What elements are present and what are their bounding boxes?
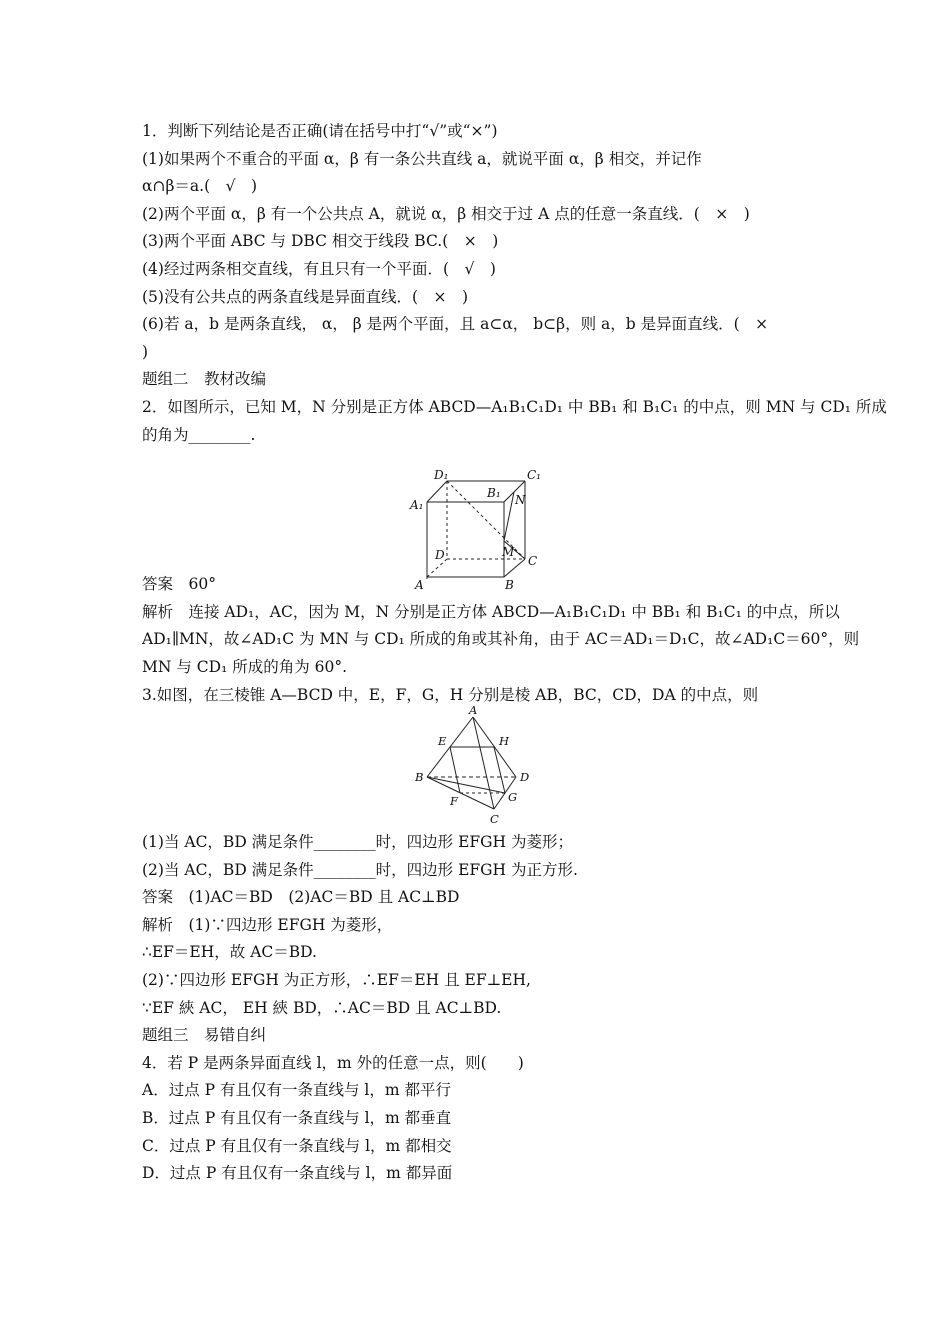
document-page [142,118,887,1188]
label-D: D [520,770,530,785]
q4-option-c: C．过点 P 有且仅有一条直线与 l，m 都相交 [142,1136,452,1155]
q4-option-a: A．过点 P 有且仅有一条直线与 l，m 都平行 [142,1081,451,1100]
q1-statement-2: (2)两个平面 α，β 有一个公共点 A，就说 α，β 相交于过 A 点的任意一条直线．( × ) [142,204,750,223]
q1-statement-1: (1)如果两个不重合的平面 α，β 有一条公共直线 a，就说平面 α，β 相交，并记作 [142,149,702,168]
q1-statement-4: (4)经过两条相交直线，有且只有一个平面．( √ ) [142,259,496,278]
q4-option-d: D．过点 P 有且仅有一条直线与 l，m 都异面 [142,1164,453,1183]
q1-statement-5: (5)没有公共点的两条直线是异面直线．( × ) [142,287,469,306]
q1-stem: 1．判断下列结论是否正确(请在括号中打“√”或“×”) [142,122,498,140]
pyramid-figure [142,703,814,829]
q2-stem-cont: 的角为________. [142,425,256,444]
q1-statement-6: (6)若 a，b 是两条直线， α， β 是两个平面，且 a⊂α， b⊂β，则 a，b 是异面直线．( × [142,315,769,334]
q4-option-b: B．过点 P 有且仅有一条直线与 l，m 都垂直 [142,1109,452,1128]
label-A1: A₁ [410,498,424,513]
group-3-heading: 题组三 易错自纠 [142,1026,267,1045]
q2-solution-3: MN 与 CD₁ 所成的角为 60°. [142,657,348,676]
label-A: A [469,703,478,718]
label-M: M [502,545,515,560]
q3-stem: 3.如图，在三棱锥 A—BCD 中，E，F，G，H 分别是棱 AB，BC，CD，DA 的中点，则 [142,685,759,704]
q3-solution-4: ∵EF 綊 AC， EH 綊 BD，∴AC＝BD 且 AC⊥BD. [142,998,502,1017]
label-E: E [438,734,447,749]
label-G: G [508,790,518,805]
q2-solution-1: 解析 连接 AD₁，AC，因为 M，N 分别是正方体 ABCD—A₁B₁C₁D₁ 中 BB₁ 和 B₁C₁ 的中点，所以 [142,602,840,621]
label-C1: C₁ [527,468,541,483]
pyramid-diagram [142,703,814,829]
q3-part-2: (2)当 AC，BD 满足条件________时，四边形 EFGH 为正方形. [142,860,578,879]
label-A: A [415,578,424,593]
q4-stem: 4．若 P 是两条异面直线 l，m 外的任意一点，则( ) [142,1053,524,1072]
label-C: C [528,554,538,569]
q3-answer: 答案 (1)AC＝BD (2)AC＝BD 且 AC⊥BD [142,888,460,907]
q3-part-1: (1)当 AC，BD 满足条件________时，四边形 EFGH 为菱形； [142,833,574,852]
label-H: H [499,734,510,749]
group-2-heading: 题组二 教材改编 [142,370,267,389]
q2-answer: 答案 60° [142,575,216,594]
q3-solution-1: 解析 (1)∵四边形 EFGH 为菱形， [142,915,393,934]
label-B: B [505,578,514,593]
label-F: F [450,794,458,809]
q2-solution-2: AD₁∥MN，故∠AD₁C 为 MN 与 CD₁ 所成的角或其补角，由于 AC＝AD₁＝D₁C，故∠AD₁C＝60°，则 [142,630,860,649]
label-N: N [515,493,526,508]
q1-statement-1-cont: α∩β＝a.( √ ) [142,177,258,196]
label-B: B [415,770,424,785]
q2-stem: 2．如图所示，已知 M，N 分别是正方体 ABCD—A₁B₁C₁D₁ 中 BB₁ 和 B₁C₁ 的中点，则 MN 与 CD₁ 所成 [142,397,887,416]
label-D1: D₁ [434,468,449,483]
label-D: D [435,548,445,563]
q1-statement-3: (3)两个平面 ABC 与 DBC 相交于线段 BC.( × ) [142,232,499,251]
q3-solution-2: ∴EF＝EH，故 AC＝BD. [142,943,317,962]
label-B1: B₁ [487,486,501,501]
q1-statement-6-cont: ) [142,342,149,361]
q3-solution-3: (2)∵四边形 EFGH 为正方形，∴EF＝EH 且 EF⊥EH, [142,971,531,990]
label-C: C [490,812,499,827]
